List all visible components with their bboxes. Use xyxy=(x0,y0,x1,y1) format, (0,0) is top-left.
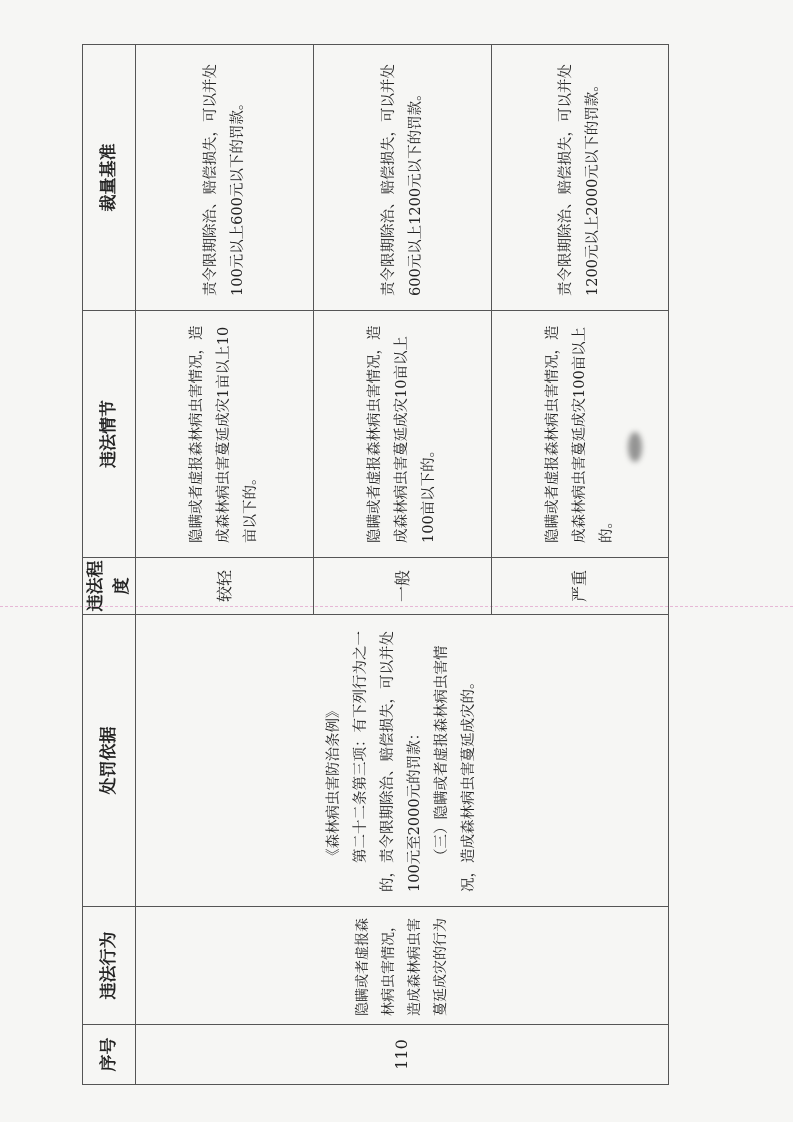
basis-para2: （三）隐瞒或者虚报森林病虫害情况，造成森林病虫害蔓延成灾的。 xyxy=(434,645,477,892)
level-3-circumstance: 隐瞒或者虚报森林病虫害情况，造成森林病虫害蔓延成灾100亩以上的。 xyxy=(492,311,669,558)
level-2-circumstance: 隐瞒或者虚报森林病虫害情况，造成森林病虫害蔓延成灾10亩以上100亩以下的。 xyxy=(314,311,492,558)
level-3-standard: 责令限期除治、赔偿损失，可以并处1200元以上2000元以下的罚款。 xyxy=(492,45,669,311)
header-seq: 序号 xyxy=(83,1025,136,1085)
level-1-circumstance: 隐瞒或者虚报森林病虫害情况，造成森林病虫害蔓延成灾1亩以上10亩以下的。 xyxy=(136,311,314,558)
level-2-degree: 一般 xyxy=(314,558,492,615)
row-act: 隐瞒或者虚报森林病虫害情况，造成森林病虫害蔓延成灾的行为 xyxy=(136,907,669,1025)
level-3-degree: 严重 xyxy=(492,558,669,615)
row-seq: 110 xyxy=(136,1025,669,1085)
header-standard: 裁量基准 xyxy=(83,45,136,311)
basis-para1: 第二十二条第三项：有下列行为之一的，责令限期除治、赔偿损失，可以并处100元至2000元的罚款： xyxy=(353,631,423,892)
level-2-standard: 责令限期除治、赔偿损失，可以并处600元以上1200元以下的罚款。 xyxy=(314,45,492,311)
level-1-standard: 责令限期除治、赔偿损失，可以并处100元以上600元以下的罚款。 xyxy=(136,45,314,311)
header-basis: 处罚依据 xyxy=(83,615,136,907)
header-row xyxy=(83,45,136,1085)
penalty-table xyxy=(82,44,669,1085)
header-degree: 违法程度 xyxy=(83,558,136,615)
table-row xyxy=(136,45,314,1085)
basis-title: 《森林病虫害防治条例》 xyxy=(326,703,342,863)
header-circumstance: 违法情节 xyxy=(83,311,136,558)
row-basis xyxy=(136,615,669,907)
rotated-table-wrapper xyxy=(82,45,667,1085)
level-1-degree: 较轻 xyxy=(136,558,314,615)
header-act: 违法行为 xyxy=(83,907,136,1025)
